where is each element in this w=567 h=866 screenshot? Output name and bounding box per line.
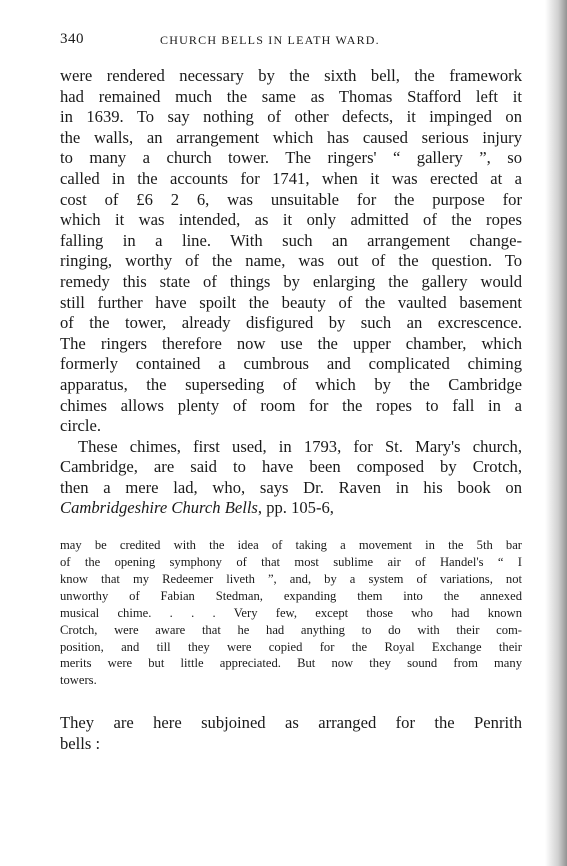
text-line: to many a church tower. The ringers' “ gallery ”, so (60, 148, 522, 168)
text-line: These chimes, first used, in 1793, for St. Mary's church, (78, 436, 522, 456)
quote-line: of the opening symphony of that most sublime air of Handel's “ I (60, 554, 522, 569)
paragraph-2 (60, 437, 522, 519)
page-number: 340 (60, 31, 84, 47)
text-line (60, 498, 522, 519)
book-page (60, 26, 522, 754)
text-line: They are here subjoined as arranged for the Penrith (60, 713, 522, 733)
text-line: circle. (60, 416, 101, 436)
quote-line: merits were but little appreciated. But now they sound from many (60, 656, 522, 671)
text-line: bells : (60, 733, 101, 753)
text-line: formerly contained a cumbrous and complicated chiming (60, 354, 522, 374)
text-line: were rendered necessary by the sixth bell, the framework (60, 66, 522, 85)
quote-line: musical chime. . . . Very few, except those who had known (60, 605, 522, 620)
page-header (60, 26, 522, 50)
text-line: of the tower, already disfigured by such an excrescence. (60, 313, 522, 333)
quote-line: Crotch, were aware that he had anything to do with their com- (60, 622, 522, 637)
paragraph-3 (60, 713, 522, 754)
text-line: chimes allows plenty of room for the ropes to fall in a (60, 395, 522, 415)
text-line: which it was intended, as it only admitted of the ropes (60, 210, 522, 230)
text-line: Cambridge, are said to have been composed by Crotch, (60, 457, 522, 477)
text-line: called in the accounts for 1741, when it was erected at a (60, 168, 522, 188)
text-line: apparatus, the superseding of which by the Cambridge (60, 374, 522, 394)
quote-line: position, and till they were copied for the Royal Exchange their (60, 639, 522, 654)
body-text (60, 66, 522, 519)
text-line: remedy this state of things by enlarging the gallery would (60, 271, 522, 291)
book-title: Cambridgeshire Church Bells (60, 498, 258, 518)
quote-line: unworthy of Fabian Stedman, expanding them into the annexed (60, 588, 522, 603)
text-line: then a mere lad, who, says Dr. Raven in his book on (60, 477, 522, 497)
quote-line: may be credited with the idea of taking a movement in the 5th bar (60, 538, 522, 553)
page-binding-shadow (545, 0, 567, 866)
text-line: in 1639. To say nothing of other defects, it impinged on (60, 107, 522, 127)
text-line: had remained much the same as Thomas Stafford left it (60, 86, 522, 106)
paragraph-1 (60, 66, 522, 437)
text-line: ringing, worthy of the name, was out of the question. To (60, 251, 522, 271)
text-line: falling in a line. With such an arrangement change- (60, 230, 522, 250)
text-line: The ringers therefore now use the upper chamber, which (60, 333, 522, 353)
text-line: the walls, an arrangement which has caused serious injury (60, 127, 522, 147)
quote-line: towers. (60, 673, 97, 688)
block-quotation (60, 537, 522, 689)
page-reference: , pp. 105-6, (257, 498, 334, 518)
quote-line: know that my Redeemer liveth ”, and, by a system of variations, not (60, 571, 522, 586)
text-line: still further have spoilt the beauty of the vaulted basement (60, 292, 522, 312)
running-title: CHURCH BELLS IN LEATH WARD. (160, 33, 380, 47)
text-line: cost of £6 2 6, was unsuitable for the purpose for (60, 189, 522, 209)
